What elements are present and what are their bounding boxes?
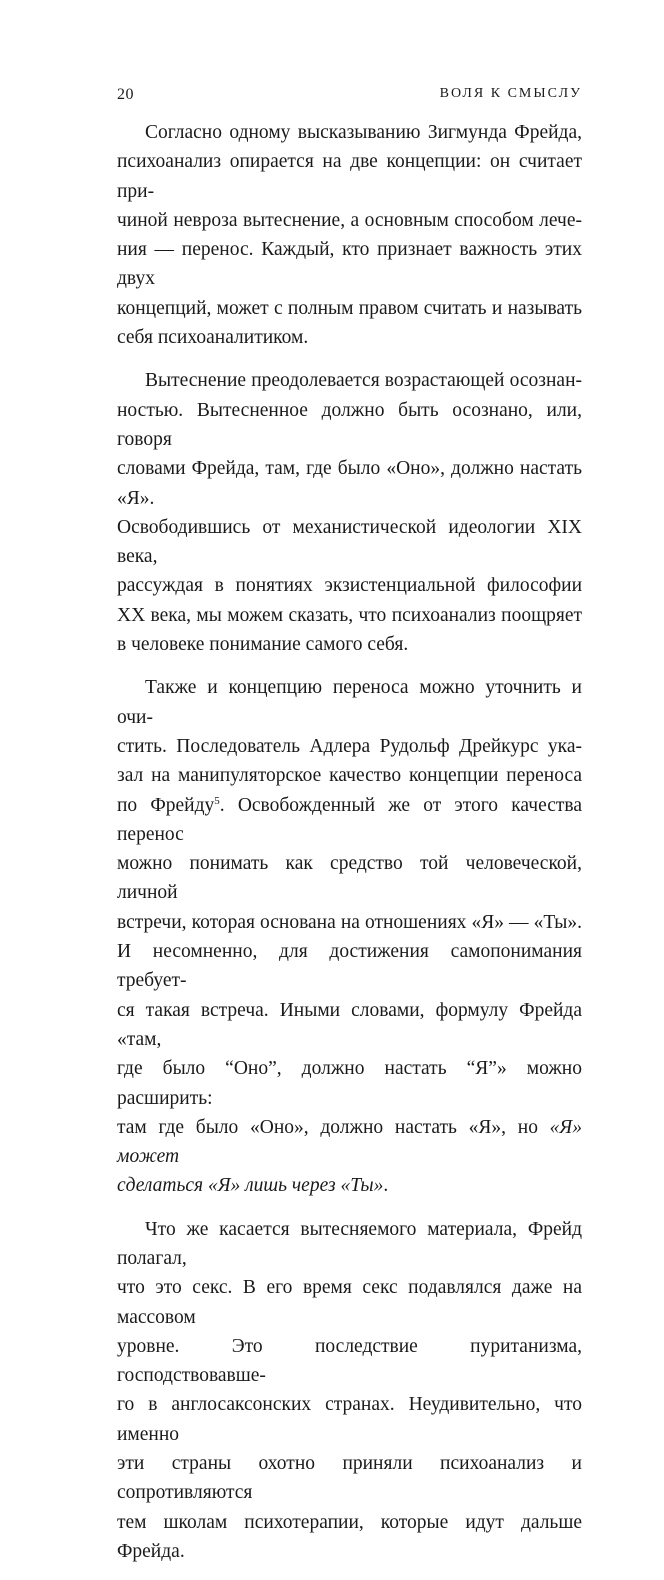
text-line: словами Фрейда, там, где было «Оно», должно настать «Я». [117,458,582,509]
paragraph-2 [117,366,582,659]
page-number: 20 [117,86,134,103]
text-line: го в англосаксонских странах. Неудивительно, что именно [117,1394,582,1445]
text-line: можно понимать как средство той человеческой, личной [117,853,582,904]
text-line: И несомненно, для достижения самопонимания требует- [117,941,582,992]
text-line: встречи, которая основана на отношениях «Я» — «Ты». [117,911,582,933]
text-line: зал на манипуляторское качество концепции переноса [117,765,582,787]
text-line: себя психоаналитиком. [117,327,309,349]
text-line: Согласно одному высказыванию Зигмунда Фрейда, [145,122,582,143]
text-line-with-footnote [117,791,582,850]
footnote-reference[interactable]: 5 [214,794,220,807]
text-line: Освободившись от механистической идеологии XIX века, [117,516,582,568]
text-line: в человеке понимание самого себя. [117,634,409,656]
paragraph-1 [117,118,582,352]
text-line: что это секс. В его время секс подавлялся даже на массовом [117,1277,582,1328]
text-line: Также и концепцию переноса можно уточнить и очи- [117,677,582,728]
text-segment: по Фрейду [117,794,215,816]
text-line: ся такая встреча. Иными словами, формулу Фрейда «там, [117,999,582,1050]
text-line: где было “Оно”, должно настать “Я”» можно расширить: [117,1058,582,1109]
text-line: чиной невроза вытеснение, а основным способом лече- [117,209,582,231]
paragraph-3 [117,673,582,1200]
text-line: Вытеснение преодолевается возрастающей осознан- [145,370,582,392]
text-line: тем школам психотерапии, которые идут дальше Фрейда. [117,1511,582,1562]
text-line: Что же касается вытесняемого материала, Фрейд полагал, [117,1218,582,1269]
text-line: эти страны охотно приняли психоанализ и сопротивляются [117,1453,582,1504]
text-line-mixed [117,1113,582,1172]
text-line: ния — перенос. Каждый, кто признает важность этих двух [117,239,582,290]
text-segment: там где было «Оно», должно настать «Я», но [117,1116,538,1138]
text-line: концепций, может с полным правом считать и называть [117,297,582,319]
text-line: уровне. Это последствие пуританизма, господствовавше- [117,1335,582,1387]
text-segment: . Освобожденный же от этого качества перенос [117,794,582,845]
running-head: ВОЛЯ К СМЫСЛУ [439,86,582,101]
paragraph-4 [117,1215,582,1567]
text-line: психоанализ опирается на две концепции: он считает при- [117,151,582,202]
text-segment: . [383,1175,389,1197]
italic-segment: «Я» может [117,1116,582,1168]
text-line: ностью. Вытесненное должно быть осознано, или, говоря [117,399,582,450]
italic-segment: сделаться «Я» лишь через «Ты» [117,1175,384,1197]
text-line: XX века, мы можем сказать, что психоанализ поощряет [117,604,582,626]
text-line-italic [117,1171,582,1200]
text-line: рассуждая в понятиях экзистенциальной философии [117,575,582,597]
body-text [117,118,582,1580]
text-line: стить. Последователь Адлера Рудольф Дрейкурс ука- [117,735,582,757]
